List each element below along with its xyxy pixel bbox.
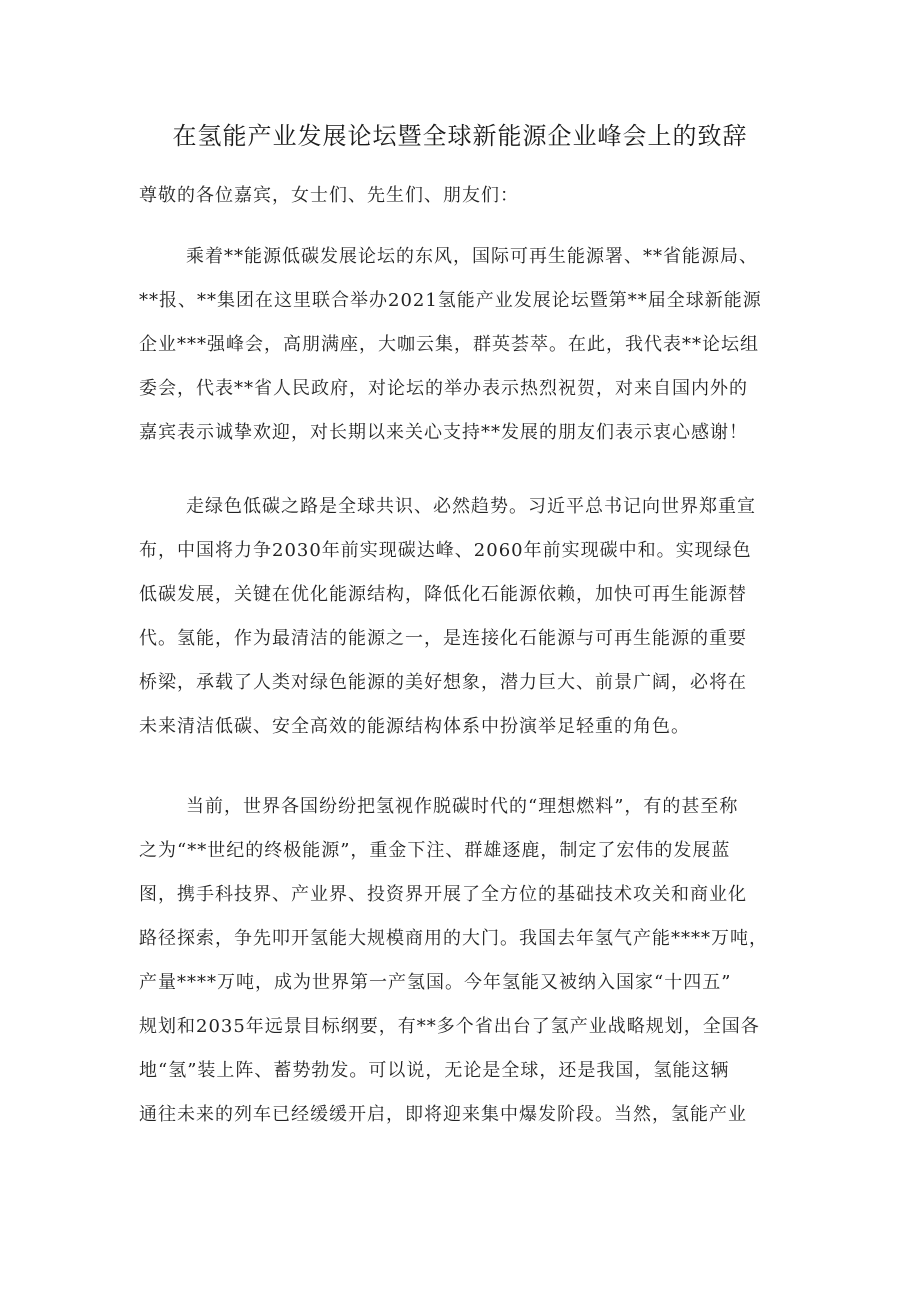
paragraph-line: 未来清洁低碳、安全高效的能源结构体系中扮演举足轻重的角色。 <box>139 716 690 737</box>
paragraph-line: **报、**集团在这里联合举办2021氢能产业发展论坛暨第**届全球新能源 <box>139 290 762 311</box>
paragraph-line: 走绿色低碳之路是全球共识、必然趋势。习近平总书记向世界郑重宣 <box>186 496 756 517</box>
paragraph-line: 低碳发展，关键在优化能源结构，降低化石能源依赖，加快可再生能源替 <box>139 584 747 605</box>
paragraph-1 <box>139 235 789 455</box>
paragraph-line: 嘉宾表示诚挚欢迎，对长期以来关心支持**发展的朋友们表示衷心感谢！ <box>139 422 748 443</box>
paragraph-3 <box>139 785 789 1137</box>
paragraph-line: 乘着**能源低碳发展论坛的东风，国际可再生能源署、**省能源局、 <box>186 246 758 267</box>
paragraph-line: 企业***强峰会，高朋满座，大咖云集，群英荟萃。在此，我代表**论坛组 <box>139 334 759 355</box>
paragraph-line: 当前，世界各国纷纷把氢视作脱碳时代的“理想燃料”，有的甚至称 <box>186 796 739 817</box>
paragraph-line: 地“氢”装上阵、蓄势勃发。可以说，无论是全球，还是我国，氢能这辆 <box>139 1060 730 1081</box>
paragraph-line: 规划和2035年远景目标纲要，有**多个省出台了氢产业战略规划，全国各 <box>139 1016 760 1037</box>
paragraph-line: 代。氢能，作为最清洁的能源之一，是连接化石能源与可再生能源的重要 <box>139 628 747 649</box>
document-title: 在氢能产业发展论坛暨全球新能源企业峰会上的致辞 <box>172 122 748 150</box>
paragraph-line: 桥梁，承载了人类对绿色能源的美好想象，潜力巨大、前景广阔，必将在 <box>139 672 747 693</box>
paragraph-2 <box>139 485 789 749</box>
paragraph-line: 图，携手科技界、产业界、投资界开展了全方位的基础技术攻关和商业化 <box>139 884 747 905</box>
paragraph-line: 之为“**世纪的终极能源”，重金下注、群雄逐鹿，制定了宏伟的发展蓝 <box>139 840 731 861</box>
paragraph-line: 产量****万吨，成为世界第一产氢国。今年氢能又被纳入国家“十四五” <box>139 972 732 993</box>
paragraph-line: 布，中国将力争2030年前实现碳达峰、2060年前实现碳中和。实现绿色 <box>139 540 752 561</box>
greeting: 尊敬的各位嘉宾，女士们、先生们、朋友们： <box>139 185 519 206</box>
paragraph-line: 通往未来的列车已经缓缓开启，即将迎来集中爆发阶段。当然，氢能产业 <box>139 1104 747 1125</box>
paragraph-line: 委会，代表**省人民政府，对论坛的举办表示热烈祝贺，对来自国内外的 <box>139 378 748 399</box>
paragraph-line: 路径探索，争先叩开氢能大规模商用的大门。我国去年氢气产能****万吨， <box>139 928 768 949</box>
